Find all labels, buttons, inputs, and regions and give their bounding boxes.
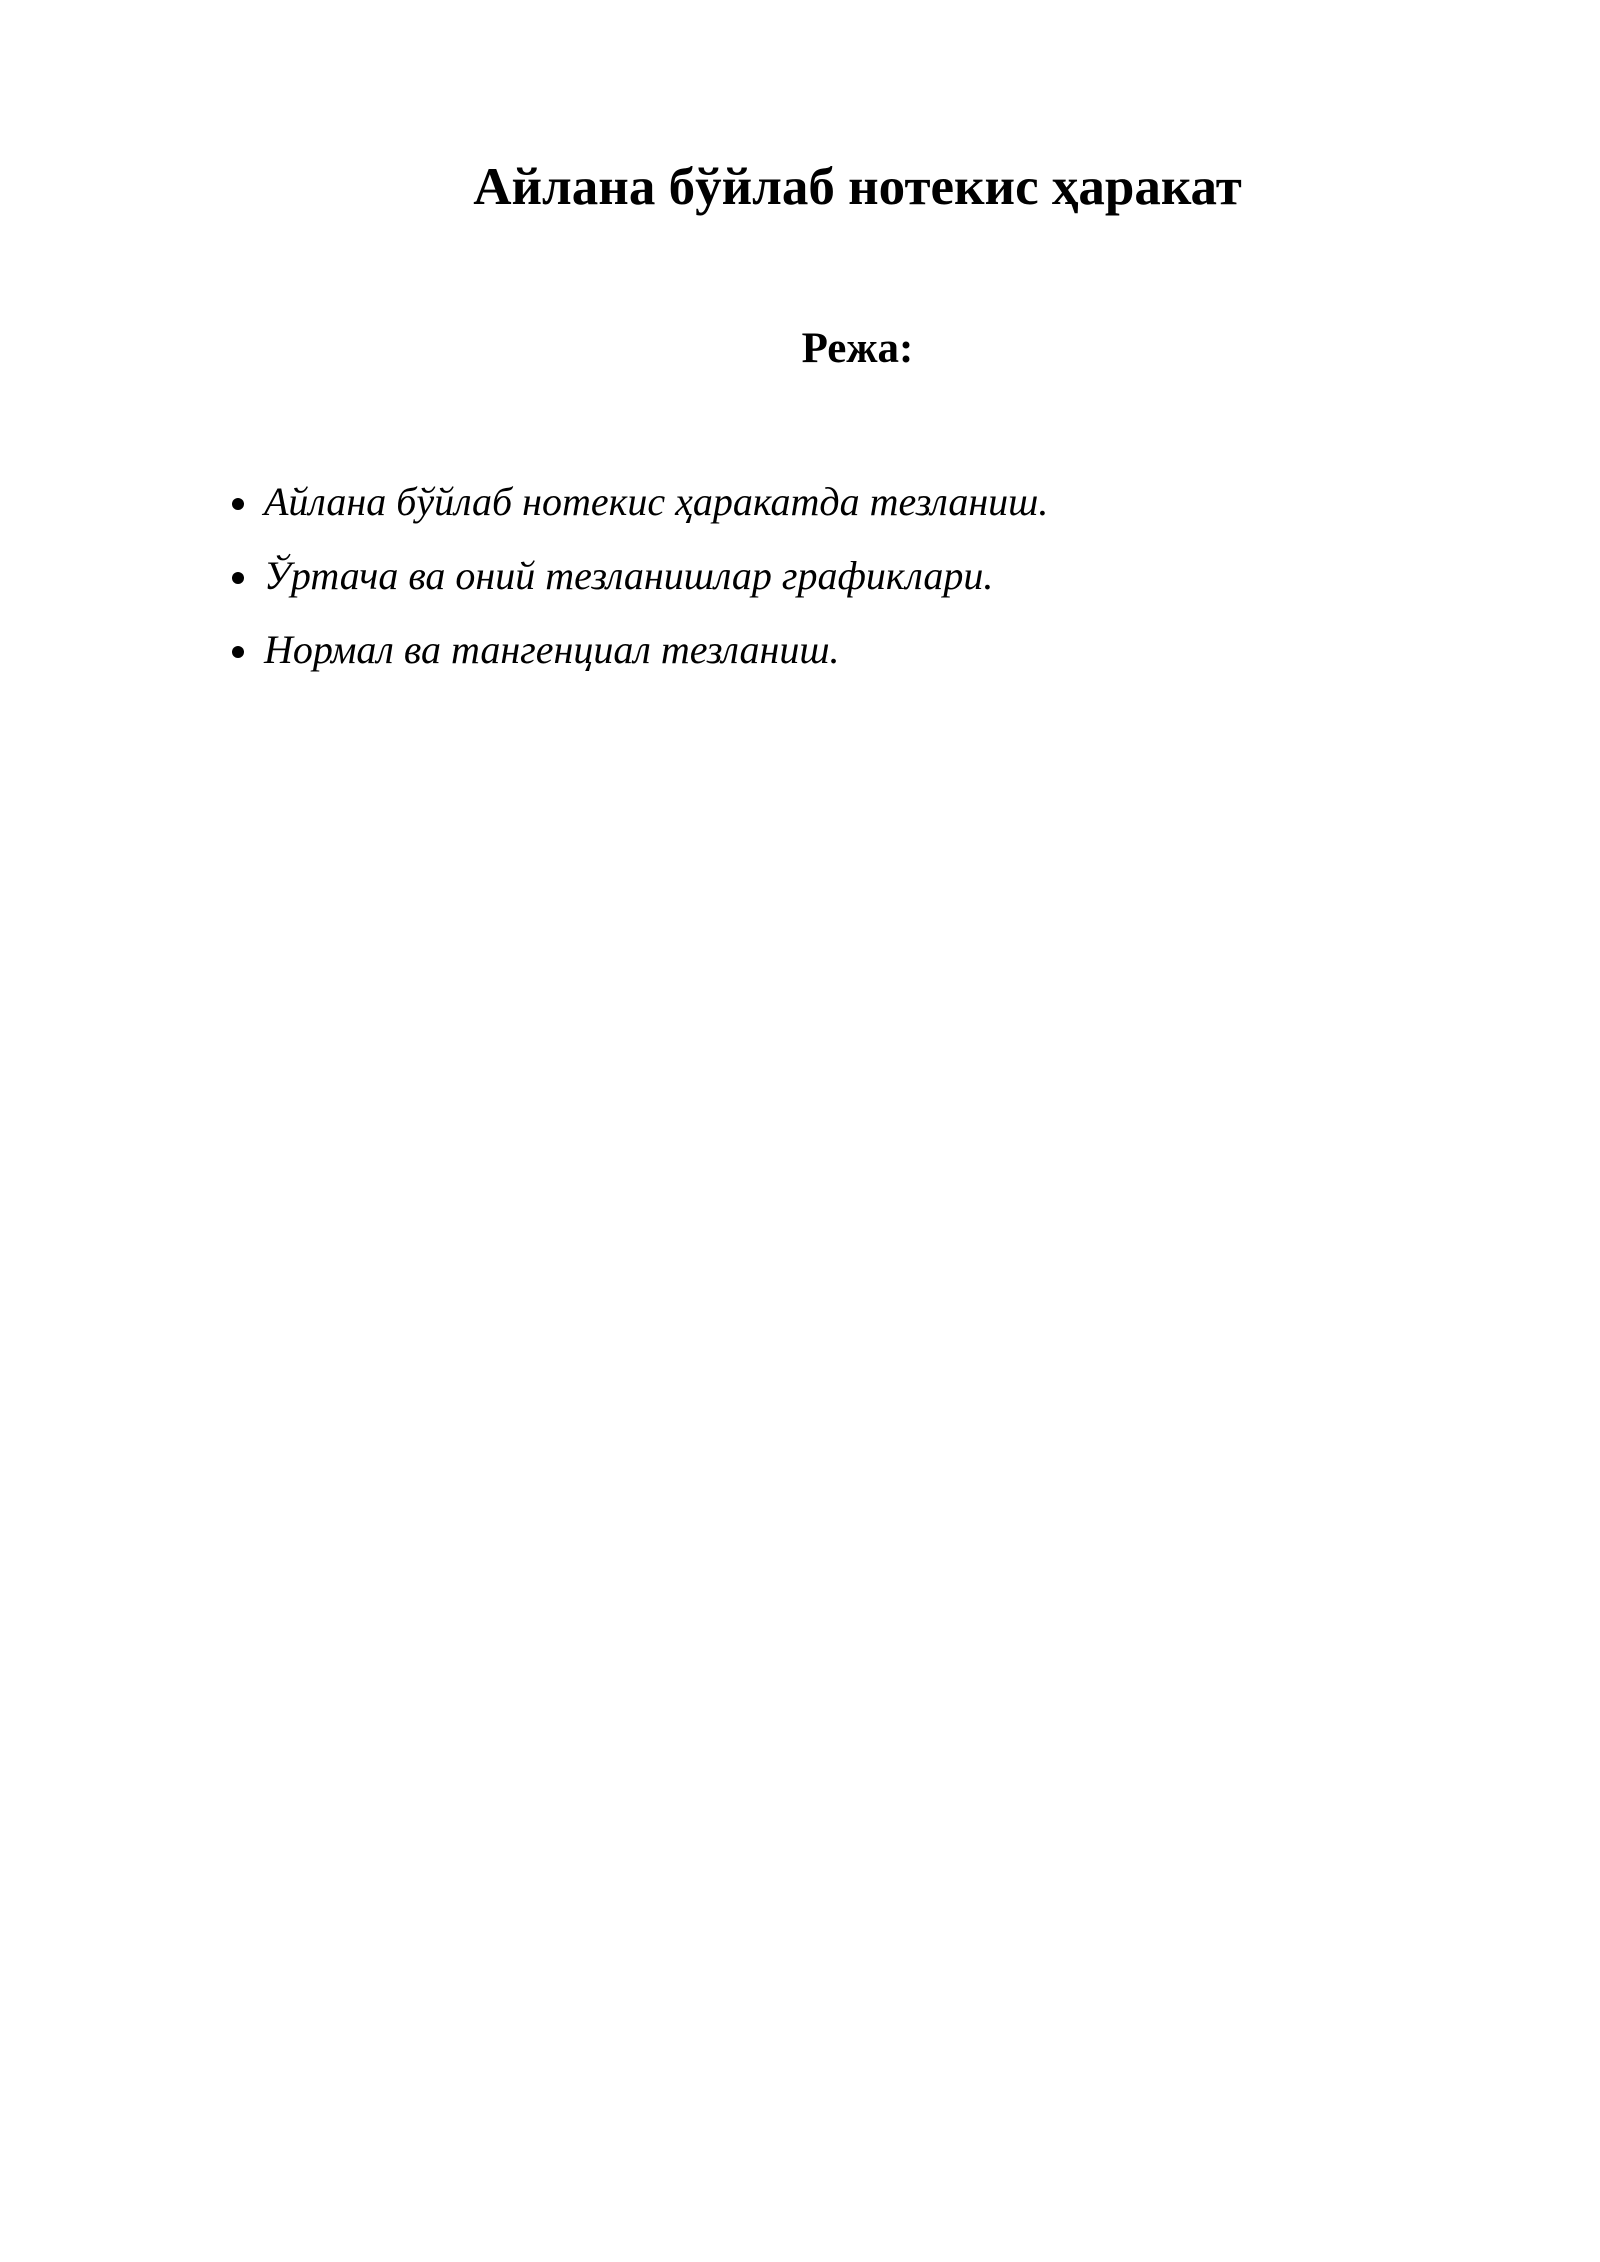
page-title: Айлана бўйлаб нотекис ҳаракат [473,158,1242,216]
list-item-text: Ўртача ва оний тезланишлар графиклари. [264,553,994,598]
list-item [232,539,1048,613]
bullet-icon [232,646,244,658]
bullet-icon [232,572,244,584]
plan-list [232,465,1048,687]
bullet-icon [232,498,244,510]
list-item-text: Нормал ва тангенциал тезланиш. [264,627,840,672]
plan-heading: Режа: [801,325,914,372]
list-item [232,465,1048,539]
list-item-text: Айлана бўйлаб нотекис ҳаракатда тезланиш. [264,479,1049,524]
list-item [232,613,1048,687]
